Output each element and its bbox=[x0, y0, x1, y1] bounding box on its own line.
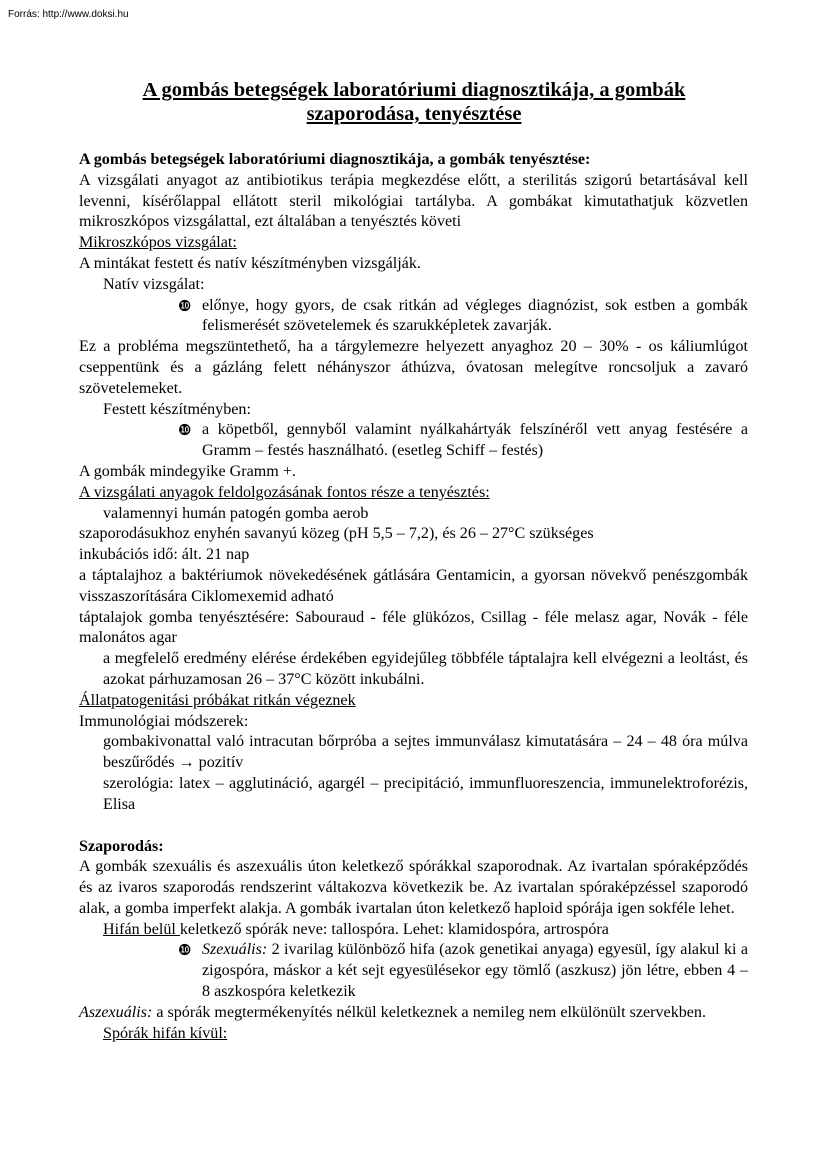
paragraph-reproduction: A gombák szexuális és aszexuális úton keletkező spórákkal szaporodnak. Az ivartalan spóraképződés és az ivaros szaporodás rendszerint váltakozva következik be. Az ivartalan spóraképzéssel szaporodó alak, a gomba imperfekt alakja. A gombák ivartalan úton keletkező haploid spórája igen sokféle lehet. bbox=[79, 858, 748, 917]
paragraph-antibiotics: a táptalajhoz a baktériumok növekedésének gátlására Gentamicin, a gyorsan növekvő penészgombák visszaszorítására Ciklomexemid adható bbox=[79, 566, 748, 605]
paragraph-animal: Állatpatogenitási próbákat ritkán végeznek bbox=[79, 691, 356, 709]
sub-item-text: 2 ivarilag különböző hifa (azok genetikai anyaga) egyesül, így alakul ki a zigospóra, máskor a két sejt egyesülésekor egy tömlő (aszkusz) jön létre, ebben 4 – 8 aszkospóra keletkezik bbox=[202, 941, 748, 1001]
subheading-culture: A vizsgálati anyagok feldolgozásának fontos része a tenyésztés: bbox=[79, 483, 490, 501]
list-item-parallel bbox=[79, 649, 748, 691]
circled-ten-icon: ❿ bbox=[178, 421, 192, 440]
paragraph-medium: szaporodásukhoz enyhén savanyú közeg (pH 5,5 – 7,2), és 26 – 27°C szükséges bbox=[79, 525, 594, 543]
paragraph-koh: Ez a probléma megszüntethető, ha a tárgylemezre helyezett anyaghoz 20 – 30% - os káliumlúgot cseppentünk és a gázláng felett néhányszor áthúzva, óvatosan melegítve roncsoljuk a zavaró szövetelemeket. bbox=[79, 338, 748, 397]
subheading-immunology: Immunológiai módszerek: bbox=[79, 712, 249, 730]
section-heading-diagnostics: A gombás betegségek laboratóriumi diagnosztikája, a gombák tenyésztése: bbox=[79, 151, 591, 168]
list-item-label: Hifán belül bbox=[103, 920, 180, 938]
title-line-2: szaporodása, tenyésztése bbox=[306, 103, 522, 125]
paragraph-media-list: táptalajok gomba tenyésztésére: Sabouraud - féle glükózos, Csillag - féle melasz agar, Novák - féle malonátos agar bbox=[79, 608, 748, 647]
paragraph-asexual bbox=[79, 1003, 748, 1024]
list-item-hyphae-outside bbox=[79, 1024, 748, 1045]
title-line-1: A gombás betegségek laboratóriumi diagnosztikája, a gombák bbox=[142, 79, 686, 101]
list-item-skin-test bbox=[79, 732, 748, 774]
section-heading-reproduction: Szaporodás: bbox=[79, 837, 164, 855]
asexual-label: Aszexuális: bbox=[79, 1003, 153, 1021]
circled-ten-icon: ❿ bbox=[178, 941, 192, 960]
list-item-serology bbox=[79, 774, 748, 816]
circled-ten-icon: ❿ bbox=[178, 296, 192, 315]
sub-item-label: Szexuális: bbox=[202, 941, 268, 959]
list-item-label: Festett készítményben: bbox=[103, 400, 251, 418]
list-item-label: szerológia: latex – agglutináció, agargél – precipitáció, immunfluoreszencia, immunelektroforézis, Elisa bbox=[103, 774, 748, 813]
paragraph-intro: A vizsgálati anyagot az antibiotikus terápia megkezdése előtt, a sterilitás szigorú betartásával kell levenni, kísérőlappal ellátott steril mikológiai tartályba. A gombákat kimutathatjuk közvetlen mikroszkópos vizsgálattal, ezt általában a tenyésztés követi bbox=[79, 171, 748, 231]
sub-item-text: a köpetből, gennyből valamint nyálkahártyák felszínéről vett anyag festésére a Gramm – festés használható. (esetleg Schiff – festés) bbox=[202, 421, 748, 460]
list-item-text: keletkező spórák neve: tallospóra. Lehet: klamidospóra, artrospóra bbox=[179, 920, 609, 938]
subheading-microscopy: Mikroszkópos vizsgálat: bbox=[79, 234, 237, 252]
list-item-label: valamennyi humán patogén gomba aerob bbox=[103, 504, 369, 522]
list-item-aerob bbox=[79, 504, 748, 525]
sub-item-stained bbox=[79, 420, 748, 462]
asexual-text: a spórák megtermékenyítés nélkül keletkeznek a nemileg nem elkülönült szervekben. bbox=[152, 1003, 707, 1021]
sub-item-sexual bbox=[79, 940, 748, 1002]
paragraph-gram: A gombák mindegyike Gramm +. bbox=[79, 462, 296, 480]
sub-item-text: előnye, hogy gyors, de csak ritkán ad végleges diagnózist, sok estben a gombák felismerését szövetelemek és szarukképletek zavarják. bbox=[202, 296, 748, 335]
document-body bbox=[79, 150, 748, 1044]
list-item-label: gombakivonattal való intracutan bőrpróba a sejtes immunválasz kimutatására – 24 – 48 óra múlva beszűrődés → pozitív bbox=[103, 733, 748, 772]
list-item-native bbox=[79, 275, 748, 296]
paragraph-incubation: inkubációs idő: ált. 21 nap bbox=[79, 546, 250, 564]
sub-item-native bbox=[79, 296, 748, 338]
list-item-label: Spórák hifán kívül: bbox=[103, 1024, 228, 1042]
source-url: Forrás: http://www.doksi.hu bbox=[8, 9, 129, 20]
list-item-stained bbox=[79, 400, 748, 421]
list-item-label: a megfelelő eredmény elérése érdekében egyidejűleg többféle táptalajra kell elvégezni a leoltást, és azokat párhuzamosan 26 – 37°C között inkubálni. bbox=[103, 650, 748, 688]
list-item-label: Natív vizsgálat: bbox=[103, 275, 205, 293]
document-title bbox=[80, 78, 748, 126]
paragraph-microscopy: A mintákat festett és natív készítményben vizsgálják. bbox=[79, 254, 421, 272]
list-item-hyphae-inside bbox=[79, 920, 748, 941]
